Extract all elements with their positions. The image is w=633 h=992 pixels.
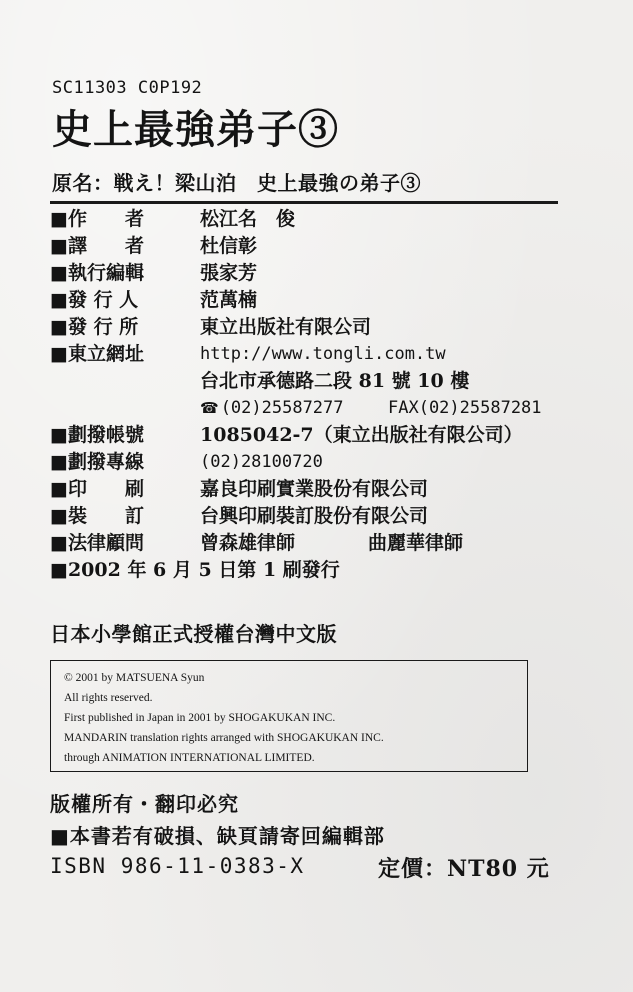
- fax-number: FAX(02)25587281: [388, 398, 542, 418]
- legal-label: ■法律顧問: [50, 532, 144, 554]
- credit-row-account: [50, 422, 590, 449]
- phone-icon: ☎: [200, 399, 219, 417]
- edition-date: ■2002 年 6 月 5 日第 1 刷發行: [50, 559, 340, 581]
- account-value: 1085042-7（東立出版社有限公司）: [200, 424, 523, 446]
- original-title: 原名：戦え！梁山泊 史上最強の弟子③: [52, 171, 421, 195]
- rights-reserved-line: All rights reserved.: [64, 692, 153, 704]
- printer-value: 嘉良印刷實業股份有限公司: [200, 478, 429, 500]
- credits-list: [50, 206, 590, 584]
- agency-line: through ANIMATION INTERNATIONAL LIMITED.: [64, 752, 315, 764]
- credit-row-editor: [50, 260, 590, 287]
- website-label: ■東立網址: [50, 343, 144, 365]
- credit-row-publisher: [50, 287, 590, 314]
- license-statement: 日本小學館正式授權台灣中文版: [50, 622, 337, 646]
- hotline-value: (02)28100720: [200, 452, 323, 472]
- damage-notice: ■本書若有破損、缺頁請寄回編輯部: [50, 824, 385, 848]
- credit-row-binder: [50, 503, 590, 530]
- binder-value: 台興印刷裝訂股份有限公司: [200, 505, 429, 527]
- phone-value-wrap: [200, 395, 344, 422]
- credit-row-hotline: [50, 449, 590, 476]
- author-label: ■作 者: [50, 208, 144, 230]
- credit-row-edition: [50, 557, 590, 584]
- title-divider: [50, 201, 558, 204]
- publisher-label: ■發 行 人: [50, 289, 139, 311]
- phone-number: (02)25587277: [220, 398, 344, 418]
- credit-row-website: [50, 341, 590, 368]
- account-label: ■劃撥帳號: [50, 424, 144, 446]
- translation-rights-line: MANDARIN translation rights arranged with SHOGAKUKAN INC.: [64, 732, 384, 744]
- credit-row-author: [50, 206, 590, 233]
- editor-label: ■執行編輯: [50, 262, 144, 284]
- book-title: 史上最強弟子③: [52, 106, 339, 153]
- catalog-code: SC11303 C0P192: [52, 78, 203, 98]
- rights-statement: 版權所有・翻印必究: [50, 792, 239, 816]
- price: 定價：NT80 元: [378, 856, 550, 882]
- lawyer-two: 曲麗華律師: [368, 532, 464, 554]
- credit-row-legal: [50, 530, 590, 557]
- copyright-line: © 2001 by MATSUENA Syun: [64, 672, 205, 684]
- publishing-house-label: ■發 行 所: [50, 316, 139, 338]
- translator-label: ■譯 者: [50, 235, 144, 257]
- copyright-box: [50, 660, 528, 772]
- editor-value: 張家芳: [200, 262, 258, 284]
- author-value: 松江名 俊: [200, 208, 296, 230]
- hotline-label: ■劃撥專線: [50, 451, 144, 473]
- website-link: http://www.tongli.com.tw: [200, 344, 446, 364]
- translator-value: 杜信彰: [200, 235, 258, 257]
- credit-row-publishing-house: [50, 314, 590, 341]
- credit-row-phone: [50, 395, 590, 422]
- isbn: ISBN 986-11-0383-X: [50, 854, 305, 878]
- publishing-house-value: 東立出版社有限公司: [200, 316, 372, 338]
- credit-row-printer: [50, 476, 590, 503]
- printer-label: ■印 刷: [50, 478, 144, 500]
- binder-label: ■裝 訂: [50, 505, 144, 527]
- credit-row-address: [50, 368, 590, 395]
- first-published-line: First published in Japan in 2001 by SHOGAKUKAN INC.: [64, 712, 336, 724]
- address-value: 台北市承德路二段 81 號 10 樓: [200, 370, 470, 392]
- lawyer-one: 曾森雄律師: [200, 532, 296, 554]
- publisher-value: 范萬楠: [200, 289, 258, 311]
- credit-row-translator: [50, 233, 590, 260]
